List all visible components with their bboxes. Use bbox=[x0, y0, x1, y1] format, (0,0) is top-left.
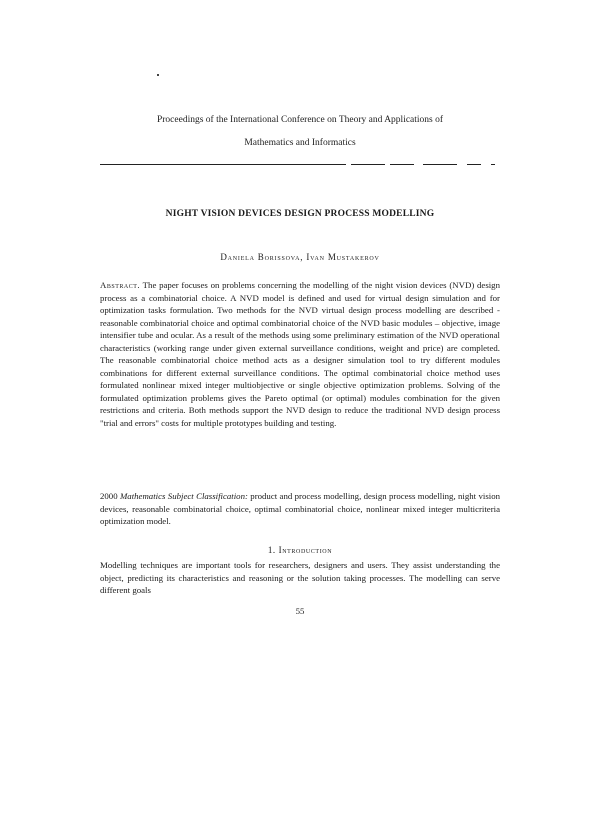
msc-label: Mathematics Subject Classification: bbox=[119, 491, 248, 501]
section-heading-introduction: 1. Introduction bbox=[267, 545, 333, 555]
abstract bbox=[100, 279, 500, 429]
abstract-label: Abstract. bbox=[100, 280, 141, 290]
scan-speck bbox=[157, 74, 159, 76]
paper-title: NIGHT VISION DEVICES DESIGN PROCESS MODELLING bbox=[165, 209, 435, 219]
msc-classification bbox=[100, 490, 500, 528]
introduction-paragraph bbox=[100, 559, 500, 597]
msc-text: product and process modelling, design process modelling, night vision devices, reasonable combinatorial choice, optimal combinatorial choice, nonlinear mixed integer multicriteria optimization model. bbox=[100, 491, 501, 526]
paper-authors: Daniela Borissova, Ivan Mustakerov bbox=[220, 252, 380, 262]
abstract-text: The paper focuses on problems concerning the modelling of the night vision devices (NVD) design process as a combinatorial choice. A NVD model is defined and used for virtual design simulation and for optimization tasks formulation. Two methods for the NVD virtual design process modelling are described - reasonable combinatorial choice and optimal combinatorial choice of the NVD basic modules – objective, image intensifier tube and ocular. As a result of the methods using some preliminary estimation of the NVD operational characteristics (working range under given external surveillance conditions, weight and price) are completed. The reasonable combinatorial choice method acts as a designer simulation tool to try different modules combinations for different external surveillance conditions. The optimal combinatorial choice method uses formulated nonlinear mixed integer multiobjective or single objective optimization problems. Solving of the formulated optimization problems gives the Pareto optimal (or optimal) modules combination for the given restrictions and criteria. Both methods support the NVD design to reduce the traditional NVD design process "trial and errors" costs for multiple prototypes building and testing. bbox=[100, 280, 500, 428]
msc-year: 2000 bbox=[100, 491, 118, 501]
proceedings-header-line2: Mathematics and Informatics bbox=[244, 138, 356, 148]
page-number: 55 bbox=[295, 606, 305, 616]
proceedings-header-line1: Proceedings of the International Conference on Theory and Applications of bbox=[156, 115, 444, 125]
introduction-text: Modelling techniques are important tools for researchers, designers and users. They assist understanding the object, predicting its characteristics and reasoning or the solution taking processes. The modelling can serve different goals bbox=[100, 560, 500, 595]
